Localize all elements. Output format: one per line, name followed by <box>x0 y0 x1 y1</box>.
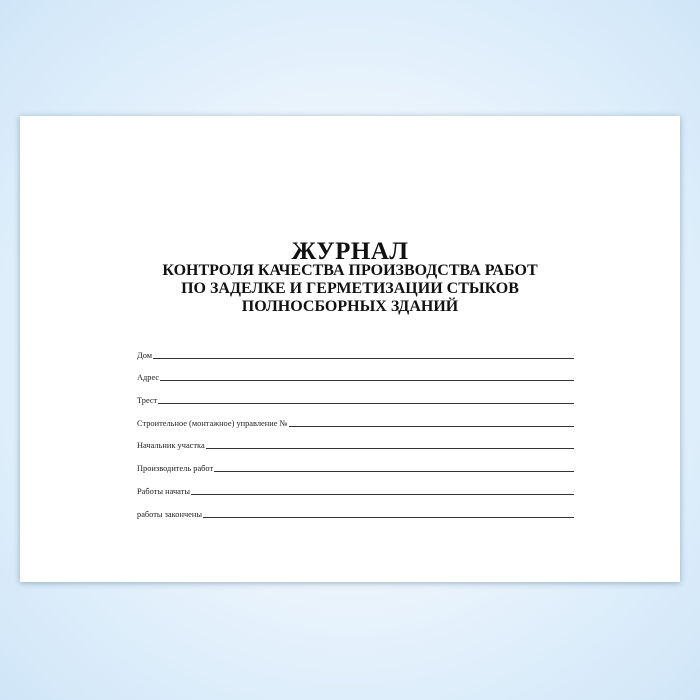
journal-cover-sheet <box>20 116 680 582</box>
field-works-finished <box>137 497 574 520</box>
document-title: ЖУРНАЛ <box>291 238 409 265</box>
field-house <box>137 338 574 361</box>
field-line-works-finished[interactable] <box>203 517 574 518</box>
field-label-works-started: Работы начаты <box>137 486 190 496</box>
field-label-site-manager: Начальник участка <box>137 441 205 451</box>
field-line-works-started[interactable] <box>191 494 574 495</box>
field-line-trust[interactable] <box>158 403 574 404</box>
field-label-address: Адрес <box>137 373 160 383</box>
field-site-manager <box>137 429 574 452</box>
field-label-works-supervisor: Производитель работ <box>137 464 214 474</box>
field-works-started <box>137 474 574 497</box>
field-line-construction-department[interactable] <box>289 426 574 427</box>
field-line-house[interactable] <box>153 358 574 359</box>
field-works-supervisor <box>137 451 574 474</box>
subtitle-line-2: ПО ЗАДЕЛКЕ И ГЕРМЕТИЗАЦИИ СТЫКОВ <box>181 280 519 297</box>
field-label-house: Дом <box>137 350 153 360</box>
field-line-address[interactable] <box>160 380 574 381</box>
field-label-construction-department: Строительное (монтажное) управление № <box>137 418 288 428</box>
form-fields <box>137 338 574 520</box>
field-line-site-manager[interactable] <box>206 448 574 449</box>
subtitle-line-3: ПОЛНОСБОРНЫХ ЗДАНИЙ <box>241 298 459 315</box>
field-label-trust: Трест <box>137 396 158 406</box>
subtitle-line-1: КОНТРОЛЯ КАЧЕСТВА ПРОИЗВОДСТВА РАБОТ <box>162 262 538 279</box>
field-construction-department <box>137 406 574 429</box>
field-label-works-finished: работы закончены <box>137 509 202 519</box>
field-line-works-supervisor[interactable] <box>214 471 574 472</box>
field-trust <box>137 383 574 406</box>
field-address <box>137 361 574 384</box>
document-subtitle <box>20 262 680 316</box>
